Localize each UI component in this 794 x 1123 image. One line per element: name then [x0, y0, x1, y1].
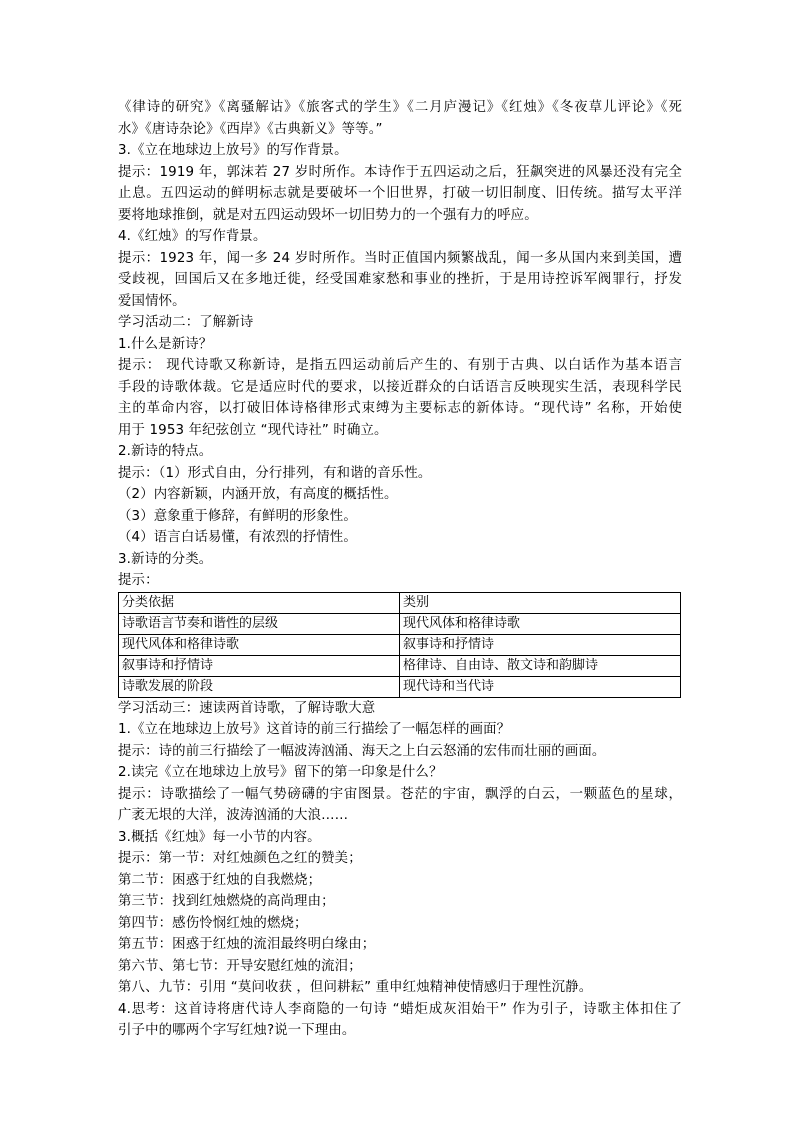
table-row: [119, 613, 681, 634]
table-row: [119, 634, 681, 655]
text-line: 第五节：困惑于红烛的流泪最终明白缘由；: [118, 937, 376, 952]
text-line: 爱国情怀。: [118, 293, 186, 309]
text-line: 止息。五四运动的鲜明标志就是要破坏一个旧世界，打破一切旧制度、旧传统。描写太平洋: [118, 186, 682, 201]
text-line: 学习活动二：了解新诗: [118, 315, 254, 330]
text-line: 水》《唐诗杂论》《西岸》《古典新义》等等。”: [118, 121, 383, 137]
text-line: 3.概括《红烛》每一小节的内容。: [118, 829, 321, 845]
text-line: 3.新诗的分类。: [118, 551, 213, 567]
text-line: 引子中的哪两个字写红烛?说一下理由。: [118, 1023, 356, 1038]
text-line: 3.《立在地球边上放号》的写作背景。: [118, 143, 348, 158]
table-header-row: [119, 592, 681, 613]
table-row: [119, 655, 681, 676]
text-line: 2.新诗的特点。: [118, 444, 213, 459]
text-line: 第八、九节：引用 “莫问收获 ，但问耕耘” 重申红烛精神使情感归于理性沉静。: [118, 980, 593, 995]
text-line: 1.《立在地球边上放号》这首诗的前三行描绘了一幅怎样的画面？: [118, 722, 511, 737]
text-line: 4.《红烛》的写作背景。: [118, 229, 267, 244]
text-line: 4.思考：这首诗将唐代诗人李商隐的一句诗 “蜡炬成灰泪始干” 作为引子，诗歌主体扣住了: [118, 1001, 682, 1017]
text-line: 提示：1919 年，郭沫若 27 岁时所作。本诗作于五四运动之后，狂飙突进的风暴还没有完全: [118, 164, 682, 180]
text-line: （3）意象重于修辞，有鲜明的形象性。: [118, 508, 357, 524]
text-line: 广袤无垠的大洋，波涛汹涌的大浪……: [118, 808, 349, 823]
text-line: 用于 1953 年纪弦创立 “现代诗社” 时确立。: [118, 422, 388, 438]
table-cell: 叙事诗和抒情诗: [119, 655, 400, 676]
table-cell: 格律诗、自由诗、散文诗和韵脚诗: [400, 655, 681, 676]
text-line: 第二节：困惑于红烛的自我燃烧；: [118, 872, 322, 888]
text-line: 第四节：感伤怜悯红烛的燃烧；: [118, 915, 308, 931]
text-line: 提示：（1）形式自由，分行排列，有和谐的音乐性。: [118, 465, 432, 481]
text-line: 提示：1923 年，闻一多 24 岁时所作。当时正值国内频繁战乱，闻一多从国内来到美国，遭: [118, 250, 682, 266]
table-cell: 现代风体和格律诗歌: [400, 613, 681, 634]
table-cell: 诗歌语言节奏和谐性的层级: [119, 613, 400, 634]
text-line: 第六节、第七节：开导安慰红烛的流泪；: [118, 958, 362, 974]
text-line: 2.读完《立在地球边上放号》留下的第一印象是什么？: [118, 765, 443, 780]
table-cell: 叙事诗和抒情诗: [400, 634, 681, 655]
text-line: （4）语言白话易懂，有浓烈的抒情性。: [118, 530, 357, 545]
text-block-after-table: [118, 698, 682, 1042]
text-line: 提示： 现代诗歌又称新诗，是指五四运动前后产生的、有别于古典、以白话作为基本语言: [118, 358, 682, 373]
text-line: 《律诗的研究》《离骚解诂》《旅客式的学生》《二月庐漫记》《红烛》《冬夜草儿评论》《死: [118, 100, 682, 115]
document-page: [118, 97, 682, 1042]
table-row: [119, 676, 681, 697]
text-line: 提示：诗歌描绘了一幅气势磅礴的宇宙图景。苍茫的宇宙，飘浮的白云，一颗蓝色的星球，: [118, 786, 682, 802]
text-line: 受歧视，回国后又在多地迁徙，经受国难家愁和事业的挫折，于是用诗控诉军阀罪行，抒发: [118, 272, 682, 287]
text-line: 要将地球推倒，就是对五四运动毁坏一切旧势力的一个强有力的呼应。: [118, 207, 538, 223]
text-line: 提示：第一节：对红烛颜色之红的赞美；: [118, 851, 362, 866]
text-line: 提示：诗的前三行描绘了一幅波涛汹涌、海天之上白云怒涌的宏伟而壮丽的画面。: [118, 743, 606, 759]
text-block-before-table: [118, 97, 682, 592]
text-line: （2）内容新颖，内涵开放，有高度的概括性。: [118, 487, 398, 502]
text-line: 提示：: [118, 573, 159, 588]
table-cell: 诗歌发展的阶段: [119, 676, 400, 697]
text-line: 1.什么是新诗？: [118, 336, 213, 352]
table-header-cell: 类别: [400, 592, 681, 613]
text-line: 第三节：找到红烛燃烧的高尚理由；: [118, 894, 335, 909]
table-cell: 现代风体和格律诗歌: [119, 634, 400, 655]
text-line: 学习活动三：速读两首诗歌，了解诗歌大意: [118, 700, 376, 716]
classification-table: [118, 592, 681, 698]
text-line: 主的革命内容，以打破旧体诗格律形式束缚为主要标志的新体诗。“现代诗” 名称，开始使: [118, 401, 682, 416]
table-cell: 现代诗和当代诗: [400, 676, 681, 697]
text-line: 手段的诗歌体裁。它是适应时代的要求，以接近群众的白话语言反映现实生活，表现科学民: [118, 379, 682, 395]
table-header-cell: 分类依据: [119, 592, 400, 613]
